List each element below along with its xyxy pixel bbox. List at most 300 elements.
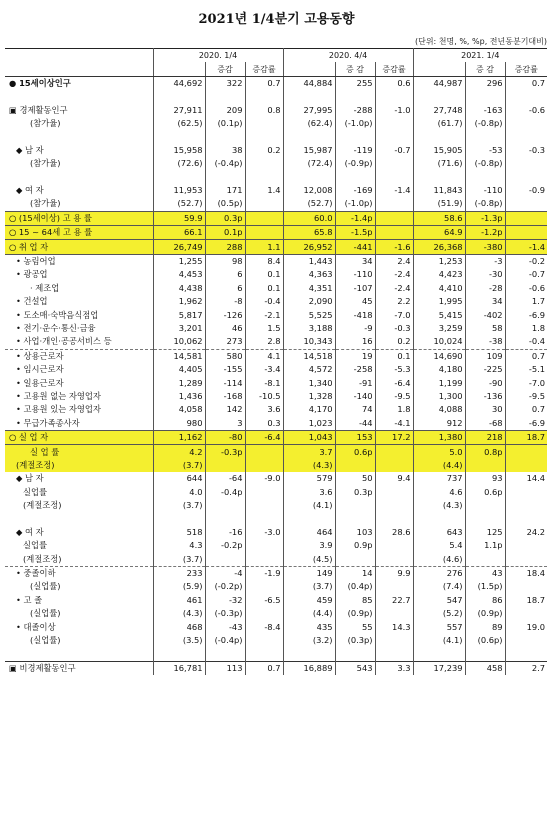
row-label: • 중졸이하	[5, 566, 153, 580]
row-label: • 사업·개인·공공서비스 등	[16, 336, 112, 347]
table-cell: 2.2	[375, 295, 413, 308]
table-cell: 5,817	[153, 308, 205, 321]
table-cell: (71.6)	[413, 157, 465, 170]
table-cell	[375, 580, 413, 593]
table-cell: -288	[335, 104, 375, 117]
table-cell	[283, 90, 335, 103]
table-cell: 14.3	[375, 620, 413, 633]
table-cell: 4.6	[413, 486, 465, 499]
table-cell: (-0.3p)	[205, 607, 245, 620]
table-cell: 55	[335, 620, 375, 633]
table-cell: 543	[335, 661, 375, 675]
table-row	[5, 634, 547, 647]
table-cell: -0.6	[505, 104, 547, 117]
table-cell: -2.1	[245, 308, 283, 321]
table-cell: 2.7	[505, 661, 547, 675]
table-cell	[465, 459, 505, 472]
table-cell: 1.7	[505, 295, 547, 308]
table-cell: 464	[283, 526, 335, 539]
table-cell: 26,368	[413, 240, 465, 254]
table-cell	[153, 90, 205, 103]
table-row	[5, 580, 547, 593]
table-cell: 0.8	[245, 104, 283, 117]
row-label: ◆ 남 자	[16, 473, 44, 484]
table-cell: -0.4p	[205, 486, 245, 499]
row-label: · 제조업	[30, 282, 60, 293]
table-cell: 4,410	[413, 282, 465, 295]
table-cell: 0.6p	[335, 445, 375, 459]
table-cell	[505, 117, 547, 130]
table-cell: 218	[465, 430, 505, 444]
table-cell: 0.2	[245, 144, 283, 157]
table-cell: (5.2)	[413, 607, 465, 620]
row-label: ○ 실 업 자	[5, 430, 153, 444]
table-cell: 10,062	[153, 335, 205, 349]
table-cell	[413, 130, 465, 143]
table-cell: 5,525	[283, 308, 335, 321]
table-cell	[505, 539, 547, 552]
table-cell	[375, 486, 413, 499]
row-label: • 무급가족종사자	[16, 417, 80, 428]
table-cell	[245, 607, 283, 620]
table-cell: 15,958	[153, 144, 205, 157]
header-row-sub	[5, 62, 547, 76]
row-label: • 대졸이상	[16, 621, 56, 632]
row-label: (실업률)	[30, 608, 61, 619]
table-row	[5, 417, 547, 431]
row-label: (참가율)	[30, 118, 61, 129]
table-cell: -6.5	[245, 594, 283, 607]
table-cell: (52.7)	[153, 197, 205, 211]
table-cell: 93	[465, 472, 505, 485]
table-cell: -7.0	[505, 376, 547, 389]
table-cell: (0.3p)	[335, 634, 375, 647]
table-cell	[413, 512, 465, 525]
table-cell	[205, 647, 245, 661]
table-cell: 103	[335, 526, 375, 539]
table-cell: -418	[335, 308, 375, 321]
table-cell	[335, 499, 375, 512]
table-cell: 3.6	[245, 403, 283, 416]
table-cell: 3,201	[153, 322, 205, 335]
table-cell: 45	[335, 295, 375, 308]
table-cell	[505, 226, 547, 240]
row-label: • 도소매·숙박음식점업	[16, 309, 99, 320]
table-row	[5, 130, 547, 143]
header-change-rate: 증감률	[245, 62, 283, 76]
table-cell: -28	[465, 282, 505, 295]
table-cell: (4.3)	[283, 459, 335, 472]
table-cell	[375, 634, 413, 647]
header-blank	[5, 62, 153, 76]
table-cell: 5,415	[413, 308, 465, 321]
table-cell	[505, 130, 547, 143]
table-cell: 3,188	[283, 322, 335, 335]
table-cell: 16,781	[153, 661, 205, 675]
table-cell: (4.3)	[413, 499, 465, 512]
table-cell: 30	[465, 403, 505, 416]
table-cell: 149	[283, 566, 335, 580]
period-header-2: 2020. 4/4	[283, 49, 413, 63]
table-cell: (4.6)	[413, 552, 465, 566]
table-cell: 1.1	[245, 240, 283, 254]
row-label: ○ (15세이상) 고 용 률	[5, 211, 153, 225]
table-cell: 468	[153, 620, 205, 633]
table-cell: (-0.2p)	[205, 580, 245, 593]
table-cell: (3.7)	[283, 580, 335, 593]
table-cell: 296	[465, 76, 505, 90]
table-cell: 1,300	[413, 390, 465, 403]
table-cell: 74	[335, 403, 375, 416]
row-label: ◆ 여 자	[16, 526, 44, 537]
table-cell: 4,423	[413, 268, 465, 281]
table-cell: 9.4	[375, 472, 413, 485]
table-cell	[505, 647, 547, 661]
table-cell: 60.0	[283, 211, 335, 225]
row-label: 실 업 률	[5, 445, 153, 459]
table-cell: 0.7	[245, 76, 283, 90]
table-cell: 18.4	[505, 566, 547, 580]
table-cell: 0.1	[375, 349, 413, 363]
period-header-1: 2020. 1/4	[153, 49, 283, 63]
table-cell	[245, 90, 283, 103]
table-row	[5, 335, 547, 349]
table-cell: (0.9p)	[465, 607, 505, 620]
table-cell	[375, 607, 413, 620]
table-cell: -136	[465, 390, 505, 403]
table-cell: 643	[413, 526, 465, 539]
table-row	[5, 499, 547, 512]
header-change: 증 감	[335, 62, 375, 76]
table-cell	[205, 499, 245, 512]
table-row	[5, 620, 547, 633]
table-cell	[245, 197, 283, 211]
table-row	[5, 552, 547, 566]
table-cell: 579	[283, 472, 335, 485]
table-cell	[465, 647, 505, 661]
table-cell: 58.6	[413, 211, 465, 225]
table-cell: -64	[205, 472, 245, 485]
table-row	[5, 157, 547, 170]
table-cell: 65.8	[283, 226, 335, 240]
table-cell: -107	[335, 282, 375, 295]
table-cell: -90	[465, 376, 505, 389]
table-cell: -5.3	[375, 363, 413, 376]
table-cell: 1,253	[413, 254, 465, 268]
table-cell: 34	[335, 254, 375, 268]
table-cell: 288	[205, 240, 245, 254]
table-row	[5, 349, 547, 363]
table-row	[5, 403, 547, 416]
row-label: (실업률)	[30, 581, 61, 592]
table-cell: -140	[335, 390, 375, 403]
table-cell: 0.2	[375, 335, 413, 349]
table-cell: (3.7)	[153, 499, 205, 512]
row-label: (계절조정)	[5, 459, 153, 472]
table-cell: (72.6)	[153, 157, 205, 170]
row-label	[5, 647, 153, 661]
table-cell: -163	[465, 104, 505, 117]
row-label: • 고용원 있는 자영업자	[16, 404, 101, 415]
table-cell: (4.3)	[153, 607, 205, 620]
table-cell: 2.8	[245, 335, 283, 349]
table-cell	[375, 647, 413, 661]
table-cell: 1,162	[153, 430, 205, 444]
row-label: • 광공업	[16, 269, 48, 280]
table-cell: 27,911	[153, 104, 205, 117]
table-cell: 0.7	[505, 349, 547, 363]
table-row	[5, 526, 547, 539]
table-cell	[465, 512, 505, 525]
table-cell	[375, 117, 413, 130]
table-cell	[335, 552, 375, 566]
table-cell: (0.1p)	[205, 117, 245, 130]
table-cell: -80	[205, 430, 245, 444]
table-cell: -68	[465, 417, 505, 431]
table-cell: -1.4	[505, 240, 547, 254]
row-label: (계절조정)	[23, 553, 62, 564]
table-row	[5, 308, 547, 321]
table-cell	[245, 539, 283, 552]
table-cell: 0.6	[375, 76, 413, 90]
row-label	[5, 130, 153, 143]
table-cell: -44	[335, 417, 375, 431]
table-cell: 86	[465, 594, 505, 607]
table-cell: -8.4	[245, 620, 283, 633]
table-cell	[375, 197, 413, 211]
table-row	[5, 430, 547, 444]
row-label: • 임시근로자	[16, 364, 64, 375]
table-cell	[245, 634, 283, 647]
table-cell: (52.7)	[283, 197, 335, 211]
table-cell: -8	[205, 295, 245, 308]
table-cell: 1,380	[413, 430, 465, 444]
table-cell: 125	[465, 526, 505, 539]
table-cell: 4.0	[153, 486, 205, 499]
table-cell: -258	[335, 363, 375, 376]
table-cell: 547	[413, 594, 465, 607]
table-cell	[505, 607, 547, 620]
table-cell: 1,023	[283, 417, 335, 431]
table-row	[5, 445, 547, 459]
table-cell: 912	[413, 417, 465, 431]
header-blank	[5, 49, 153, 63]
table-cell: -0.6	[505, 282, 547, 295]
table-cell	[375, 512, 413, 525]
table-cell: 3.3	[375, 661, 413, 675]
table-cell: 4,438	[153, 282, 205, 295]
table-cell: -0.4	[245, 295, 283, 308]
table-cell: (5.9)	[153, 580, 205, 593]
table-cell	[245, 552, 283, 566]
table-cell: -119	[335, 144, 375, 157]
table-cell: -0.7	[505, 268, 547, 281]
table-cell: -10.5	[245, 390, 283, 403]
table-cell: (-0.8p)	[465, 197, 505, 211]
table-row	[5, 295, 547, 308]
table-cell: 2.4	[375, 254, 413, 268]
table-row	[5, 566, 547, 580]
table-cell: 18.7	[505, 430, 547, 444]
table-row	[5, 76, 547, 90]
table-cell	[335, 130, 375, 143]
table-cell: 4,180	[413, 363, 465, 376]
table-cell: 26,952	[283, 240, 335, 254]
table-cell: 19.0	[505, 620, 547, 633]
table-row	[5, 211, 547, 225]
table-cell: 1.5	[245, 322, 283, 335]
page-title: 2021년 1/4분기 고용동향	[198, 12, 355, 27]
table-cell	[335, 512, 375, 525]
table-cell: 1,328	[283, 390, 335, 403]
table-cell: -3.0	[245, 526, 283, 539]
table-cell: (4.4)	[413, 459, 465, 472]
table-cell	[375, 499, 413, 512]
table-cell	[375, 539, 413, 552]
table-cell: 0.6p	[465, 486, 505, 499]
table-cell: 16	[335, 335, 375, 349]
table-cell	[465, 130, 505, 143]
table-cell: -0.3	[375, 322, 413, 335]
table-row	[5, 647, 547, 661]
table-cell: -1.9	[245, 566, 283, 580]
row-label: (참가율)	[30, 198, 61, 209]
table-cell: (3.2)	[283, 634, 335, 647]
table-cell: 3,259	[413, 322, 465, 335]
table-cell: 6	[205, 268, 245, 281]
table-cell: 109	[465, 349, 505, 363]
table-cell: 1,995	[413, 295, 465, 308]
table-cell: 9.9	[375, 566, 413, 580]
table-cell: (-0.8p)	[465, 157, 505, 170]
table-cell	[505, 445, 547, 459]
table-cell: 0.7	[245, 661, 283, 675]
table-cell: 322	[205, 76, 245, 90]
table-cell: -5.1	[505, 363, 547, 376]
table-cell: 737	[413, 472, 465, 485]
table-cell: -1.3p	[465, 211, 505, 225]
table-cell: -110	[335, 268, 375, 281]
table-cell: -4	[205, 566, 245, 580]
table-cell: 4,088	[413, 403, 465, 416]
row-label: ▣ 경제활동인구	[9, 104, 68, 115]
row-label: • 전기·운수·통신·금융	[16, 323, 96, 333]
table-cell: 255	[335, 76, 375, 90]
table-cell	[375, 157, 413, 170]
table-cell: 24.2	[505, 526, 547, 539]
table-cell: 15,905	[413, 144, 465, 157]
table-cell: -0.3p	[205, 445, 245, 459]
table-cell: (0.6p)	[465, 634, 505, 647]
table-cell	[335, 647, 375, 661]
table-cell: 3.6	[283, 486, 335, 499]
table-cell: 0.1	[245, 268, 283, 281]
table-cell: 459	[283, 594, 335, 607]
table-cell: 66.1	[153, 226, 205, 240]
table-row	[5, 661, 547, 675]
table-cell: (-1.0p)	[335, 197, 375, 211]
table-row	[5, 144, 547, 157]
table-cell	[375, 445, 413, 459]
table-cell: 14,518	[283, 349, 335, 363]
table-cell: 0.3	[245, 417, 283, 431]
table-cell	[413, 647, 465, 661]
period-header-3: 2021. 1/4	[413, 49, 547, 63]
table-cell	[205, 459, 245, 472]
table-cell: (-0.4p)	[205, 157, 245, 170]
table-cell: 11,953	[153, 184, 205, 197]
table-cell: 1.4	[245, 184, 283, 197]
header-change-rate: 증감률	[375, 62, 413, 76]
table-cell: -30	[465, 268, 505, 281]
table-cell: (1.5p)	[465, 580, 505, 593]
table-cell	[505, 512, 547, 525]
table-cell: (3.7)	[153, 552, 205, 566]
table-cell: 46	[205, 322, 245, 335]
table-cell: 0.7	[505, 76, 547, 90]
table-cell: 1,255	[153, 254, 205, 268]
table-cell: -7.0	[375, 308, 413, 321]
table-cell	[245, 117, 283, 130]
table-cell	[413, 171, 465, 184]
table-cell: -6.4	[245, 430, 283, 444]
table-cell: (72.4)	[283, 157, 335, 170]
table-cell	[505, 197, 547, 211]
row-label: 실업률	[23, 486, 48, 497]
row-label: • 고 졸	[16, 594, 43, 605]
table-cell: 34	[465, 295, 505, 308]
table-cell: (0.9p)	[335, 607, 375, 620]
table-cell	[375, 459, 413, 472]
table-cell	[283, 171, 335, 184]
table-cell: -3	[465, 254, 505, 268]
table-cell: 209	[205, 104, 245, 117]
table-cell: -6.9	[505, 417, 547, 431]
table-cell: -168	[205, 390, 245, 403]
table-cell: -110	[465, 184, 505, 197]
table-cell: 644	[153, 472, 205, 485]
table-cell	[153, 130, 205, 143]
table-cell: 557	[413, 620, 465, 633]
table-cell	[375, 211, 413, 225]
table-row	[5, 459, 547, 472]
table-cell: 17.2	[375, 430, 413, 444]
row-label: ▣ 비경제활동인구	[5, 661, 153, 675]
table-cell: 5.0	[413, 445, 465, 459]
table-cell	[375, 171, 413, 184]
table-cell	[245, 130, 283, 143]
table-cell	[505, 157, 547, 170]
table-cell: -53	[465, 144, 505, 157]
table-cell: (-0.9p)	[335, 157, 375, 170]
header-value	[283, 62, 335, 76]
table-cell: 153	[335, 430, 375, 444]
table-cell: 0.7	[505, 403, 547, 416]
table-cell: 59.9	[153, 211, 205, 225]
table-cell: 28.6	[375, 526, 413, 539]
table-cell	[375, 226, 413, 240]
table-cell: -1.6	[375, 240, 413, 254]
table-cell: 1,199	[413, 376, 465, 389]
table-cell: 44,692	[153, 76, 205, 90]
table-row	[5, 117, 547, 130]
table-cell: 0.1	[245, 282, 283, 295]
table-cell	[283, 512, 335, 525]
table-cell	[465, 552, 505, 566]
table-cell: 18.7	[505, 594, 547, 607]
table-cell: 1,443	[283, 254, 335, 268]
table-row	[5, 226, 547, 240]
